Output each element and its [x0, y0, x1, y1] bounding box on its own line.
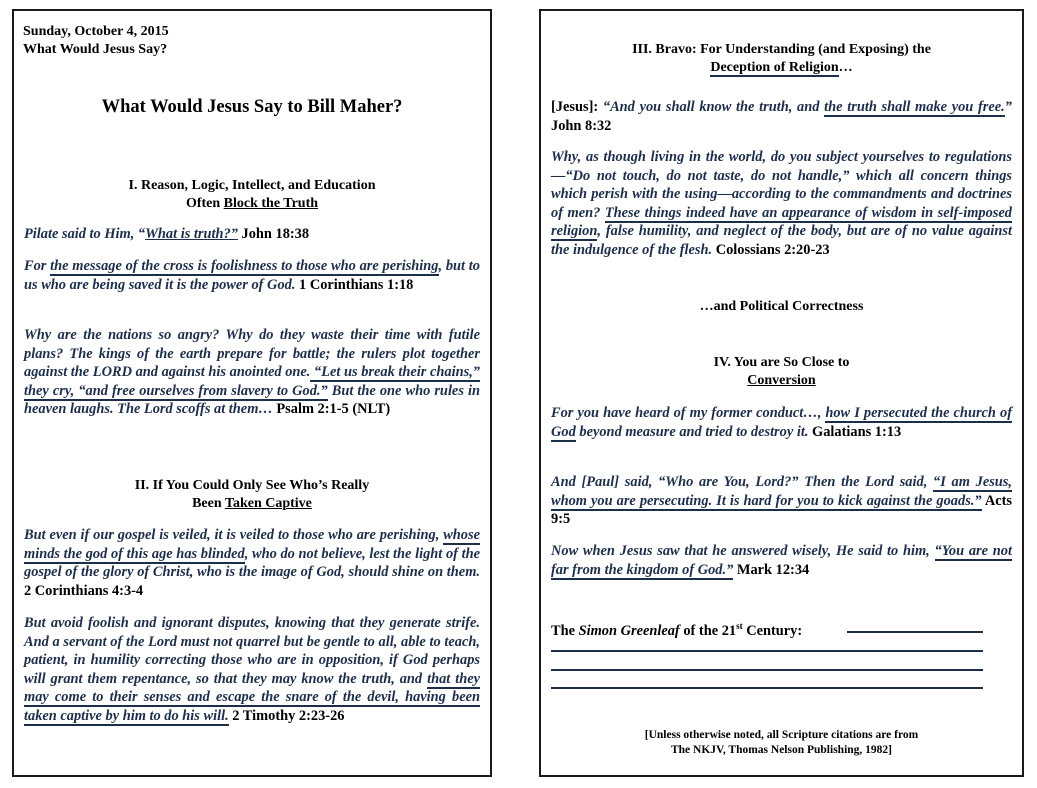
section-1-heading — [14, 177, 490, 213]
section-1-line-1: I. Reason, Logic, Intellect, and Education — [128, 178, 376, 193]
scripture-acts-9-5: And [Paul] said, “Who are You, Lord?” Then the Lord said, “I am Jesus, whom you are persecuting. It is hard for you to kick against the goads.” Acts 9:5 — [551, 474, 1013, 528]
section-3-line-2: Deception of Religion… — [710, 60, 853, 75]
simon-greenleaf-line: The Simon Greenleaf of the 21st Century: — [551, 621, 803, 639]
section-2-line-2: Been Taken Captive — [192, 496, 312, 511]
header — [23, 23, 169, 59]
fill-in-blank-2[interactable] — [551, 650, 983, 652]
scripture-psalm-2: Why are the nations so angry? Why do they waste their time with futile plans? The kings of the earth prepare for battle; the rulers plot together against the LORD and against his anointed one. “Let us break their chains,” they cry, “and free ourselves from slavery to God.” But the one who rules in heaven laughs. The Lord scoffs at them… Psalm 2:1-5 (NLT) — [24, 327, 480, 418]
section-2-line-1: II. If You Could Only See Who’s Really — [134, 478, 370, 493]
footer-line-1: [Unless otherwise noted, all Scripture citations are from — [644, 729, 919, 741]
scripture-john-18-38: Pilate said to Him, “What is truth?” John 18:38 — [24, 226, 310, 242]
scripture-1-cor-1-18: For the message of the cross is foolishness to those who are perishing, but to us who are being saved it is the power of God. 1 Corinthians 1:18 — [24, 258, 481, 293]
footer-line-2: The NKJV, Thomas Nelson Publishing, 1982] — [670, 744, 892, 756]
political-correctness: …and Political Correctness — [699, 299, 864, 314]
scripture-col-2: Why, as though living in the world, do you subject yourselves to regulations—“Do not touch, do not taste, do not handle,” which all concern things which perish with the using—according to the commandments and doctrines of men? These things indeed have an appearance of wisdom in self-imposed religion, false humility, and neglect of the body, but are of no value against the indulgence of the flesh. Colossians 2:20-23 — [551, 149, 1012, 258]
scripture-mark-12-34: Now when Jesus saw that he answered wisely, He said to him, “You are not far from the kingdom of God.” Mark 12:34 — [551, 543, 1012, 578]
date: Sunday, October 4, 2015 — [23, 24, 169, 39]
fill-in-blank-4[interactable] — [551, 687, 983, 689]
sermon-title: What Would Jesus Say to Bill Maher? — [101, 97, 403, 117]
fill-in-blank-1[interactable] — [847, 631, 983, 633]
scripture-2-tim-2: But avoid foolish and ignorant disputes, knowing that they generate strife. And a servant of the Lord must not quarrel but be gentle to all, able to teach, patient, in humility correcting those who are in opposition, if God perhaps will grant them repentance, so that they may know the truth, and that they may come to their senses and escape the snare of the devil, having been taken captive by him to do his will. 2 Timothy 2:23-26 — [24, 615, 480, 724]
section-4-line-2: Conversion — [747, 373, 816, 388]
left-page — [12, 9, 492, 777]
section-4-line-1: IV. You are So Close to — [713, 355, 850, 370]
section-3-line-1: III. Bravo: For Understanding (and Exposing) the — [632, 42, 931, 57]
scripture-gal-1-13: For you have heard of my former conduct…, how I persecuted the church of God beyond measure and tried to destroy it. Galatians 1:13 — [551, 405, 1012, 440]
scripture-2-cor-4: But even if our gospel is veiled, it is veiled to those who are perishing, whose minds the god of this age has blinded, who do not believe, lest the light of the gospel of the glory of Christ, who is the image of God, should shine on them. 2 Corinthians 4:3-4 — [24, 527, 480, 599]
scripture-john-8-32: [Jesus]: “And you shall know the truth, and the truth shall make you free.” John 8:32 — [551, 99, 1012, 134]
section-1-line-2: Often Block the Truth — [185, 196, 319, 211]
section-2-heading — [14, 477, 490, 513]
section-4-heading — [541, 354, 1022, 390]
right-page — [539, 9, 1024, 777]
footer-note — [541, 728, 1022, 758]
section-3-heading — [541, 41, 1022, 77]
fill-in-blank-3[interactable] — [551, 669, 983, 671]
series-title: What Would Jesus Say? — [23, 42, 168, 57]
